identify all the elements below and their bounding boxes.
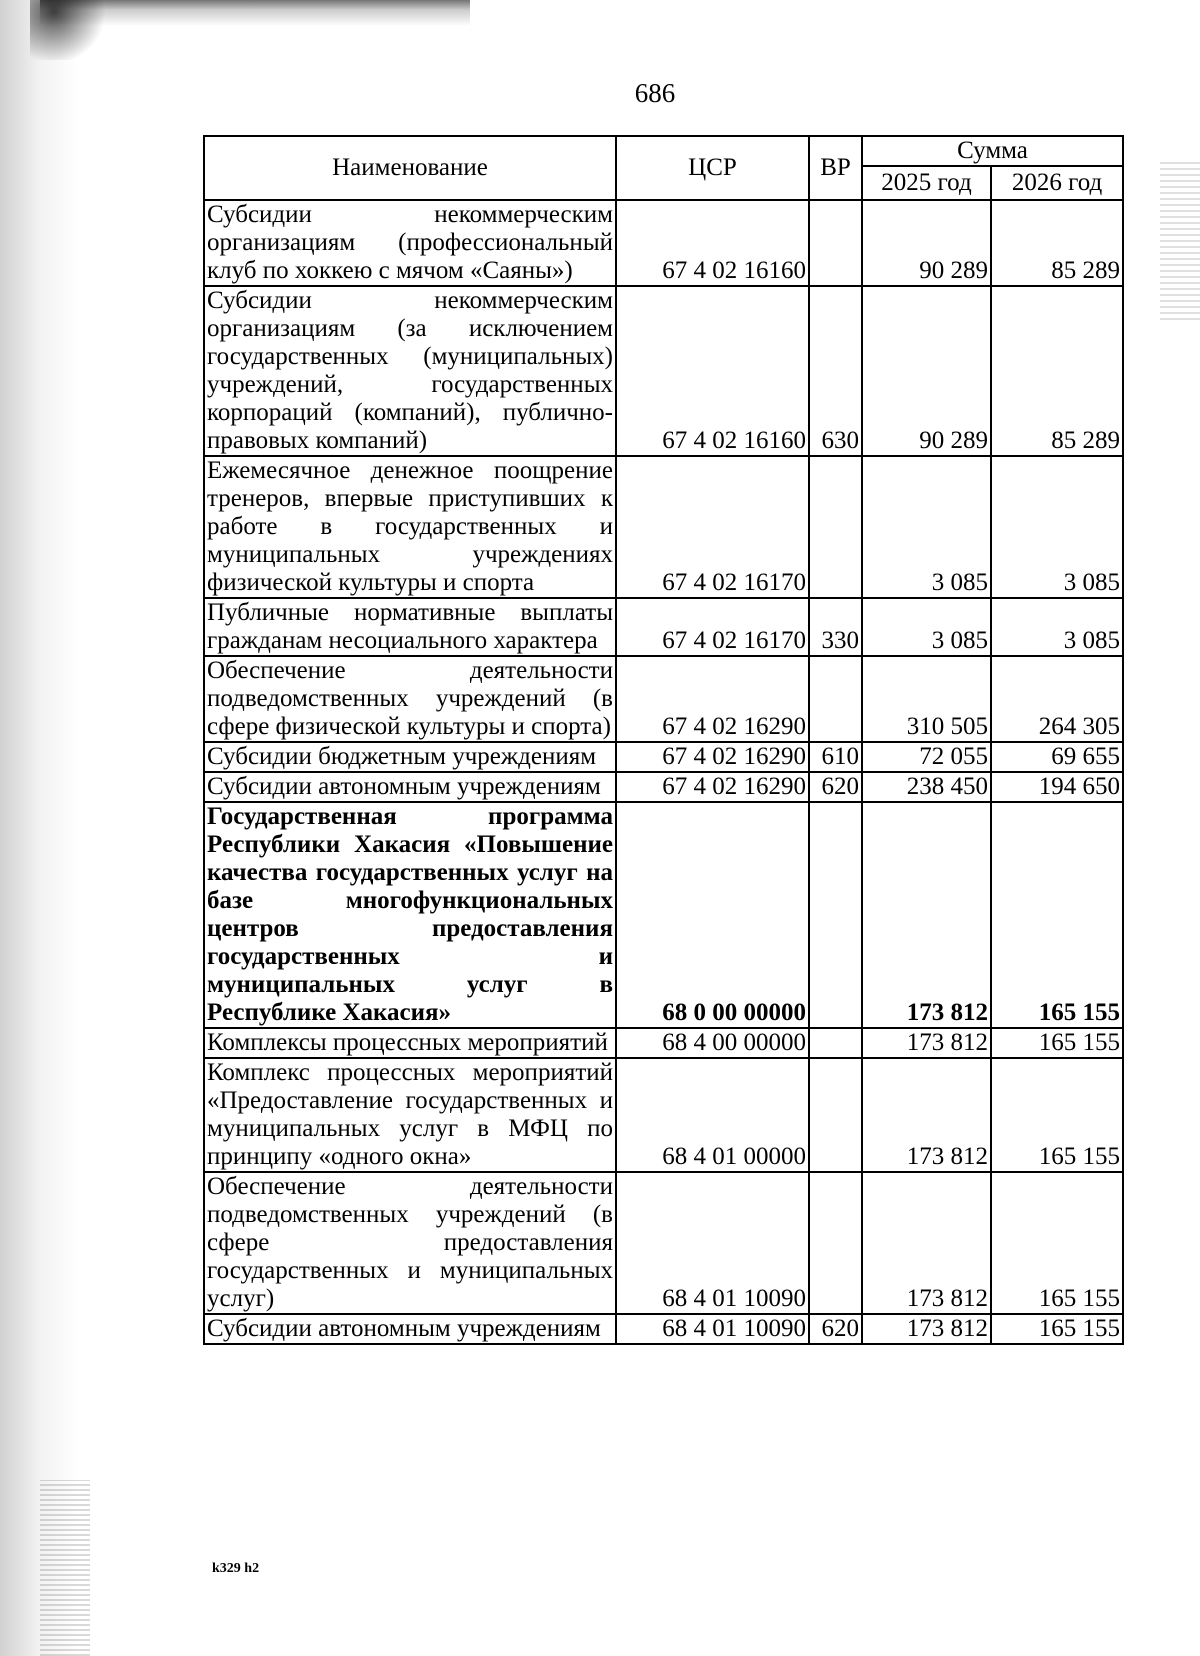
table-row xyxy=(204,742,1123,772)
table-row xyxy=(204,286,1123,456)
row-2026-cell: 85 289 xyxy=(991,286,1123,456)
scan-noise-bottom-left xyxy=(40,1480,90,1656)
row-vr-cell: 610 xyxy=(809,742,862,772)
row-2026-cell: 194 650 xyxy=(991,772,1123,802)
row-2026-cell: 165 155 xyxy=(991,802,1123,1028)
row-csr-cell: 67 4 02 16160 xyxy=(616,286,809,456)
table-body xyxy=(204,200,1123,1344)
table-row xyxy=(204,1028,1123,1058)
page-number: 686 xyxy=(634,78,676,108)
row-2025-cell: 90 289 xyxy=(862,200,991,286)
row-name-cell: Ежемесячное денежное поощрение тренеров, впервые приступивших к работе в государственных и муниципальных учреждениях физической культуры и спорта xyxy=(204,456,616,598)
row-2025-cell: 310 505 xyxy=(862,656,991,742)
row-2025-cell: 3 085 xyxy=(862,598,991,656)
row-2025-cell: 72 055 xyxy=(862,742,991,772)
row-2025-cell: 173 812 xyxy=(862,1028,991,1058)
row-vr-cell xyxy=(809,1172,862,1314)
header-sum: Сумма xyxy=(862,136,1123,166)
row-name-cell: Комплексы процессных мероприятий xyxy=(204,1028,616,1058)
row-vr-cell xyxy=(809,802,862,1028)
row-2026-cell: 165 155 xyxy=(991,1058,1123,1172)
row-name-cell: Государственная программа Республики Хакасия «Повышение качества государственных услуг на базе многофункциональных центров предоставления государственных и муниципальных услуг в Республике Хакасия» xyxy=(204,802,616,1028)
row-csr-cell: 68 4 01 10090 xyxy=(616,1314,809,1344)
row-name-cell: Публичные нормативные выплаты гражданам несоциального характера xyxy=(204,598,616,656)
row-vr-cell xyxy=(809,1058,862,1172)
header-year-2025: 2025 год xyxy=(862,166,991,200)
row-vr-cell: 620 xyxy=(809,772,862,802)
header-name: Наименование xyxy=(204,136,616,200)
row-csr-cell: 68 4 00 00000 xyxy=(616,1028,809,1058)
table-row xyxy=(204,802,1123,1028)
row-csr-cell: 67 4 02 16170 xyxy=(616,456,809,598)
table-row xyxy=(204,656,1123,742)
row-csr-cell: 68 4 01 10090 xyxy=(616,1172,809,1314)
footer-code: k329 h2 xyxy=(212,1561,260,1576)
header-year-2026: 2026 год xyxy=(991,166,1123,200)
row-vr-cell: 630 xyxy=(809,286,862,456)
row-2026-cell: 85 289 xyxy=(991,200,1123,286)
row-2025-cell: 173 812 xyxy=(862,1172,991,1314)
row-vr-cell xyxy=(809,656,862,742)
row-2026-cell: 69 655 xyxy=(991,742,1123,772)
row-name-cell: Субсидии автономным учреждениям xyxy=(204,1314,616,1344)
row-2025-cell: 90 289 xyxy=(862,286,991,456)
row-name-cell: Субсидии автономным учреждениям xyxy=(204,772,616,802)
scan-shadow-corner xyxy=(30,0,110,60)
row-vr-cell xyxy=(809,456,862,598)
row-name-cell: Субсидии некоммерческим организациям (за исключением государственных (муниципальных) учреждений, государственных корпораций (компаний), публично-правовых компаний) xyxy=(204,286,616,456)
row-name-cell: Обеспечение деятельности подведомственных учреждений (в сфере физической культуры и спорта) xyxy=(204,656,616,742)
row-2026-cell: 3 085 xyxy=(991,598,1123,656)
row-vr-cell xyxy=(809,200,862,286)
budget-table xyxy=(203,135,1124,1345)
row-vr-cell: 620 xyxy=(809,1314,862,1344)
table-row xyxy=(204,1314,1123,1344)
row-2026-cell: 264 305 xyxy=(991,656,1123,742)
row-2026-cell: 3 085 xyxy=(991,456,1123,598)
row-vr-cell xyxy=(809,1028,862,1058)
row-csr-cell: 67 4 02 16290 xyxy=(616,772,809,802)
table-row xyxy=(204,200,1123,286)
scan-shadow-left xyxy=(0,0,78,1656)
row-2026-cell: 165 155 xyxy=(991,1172,1123,1314)
row-csr-cell: 68 4 01 00000 xyxy=(616,1058,809,1172)
row-csr-cell: 67 4 02 16170 xyxy=(616,598,809,656)
table-row xyxy=(204,1058,1123,1172)
header-vr: ВР xyxy=(809,136,862,200)
row-csr-cell: 67 4 02 16160 xyxy=(616,200,809,286)
row-2025-cell: 3 085 xyxy=(862,456,991,598)
row-2026-cell: 165 155 xyxy=(991,1028,1123,1058)
header-csr: ЦСР xyxy=(616,136,809,200)
row-csr-cell: 67 4 02 16290 xyxy=(616,742,809,772)
table-row xyxy=(204,456,1123,598)
header-row-1 xyxy=(204,136,1123,166)
row-name-cell: Обеспечение деятельности подведомственных учреждений (в сфере предоставления государственных и муниципальных услуг) xyxy=(204,1172,616,1314)
row-name-cell: Субсидии бюджетным учреждениям xyxy=(204,742,616,772)
row-name-cell: Комплекс процессных мероприятий «Предоставление государственных и муниципальных услуг в МФЦ по принципу «одного окна» xyxy=(204,1058,616,1172)
row-2025-cell: 173 812 xyxy=(862,1314,991,1344)
table-row xyxy=(204,1172,1123,1314)
row-2025-cell: 173 812 xyxy=(862,802,991,1028)
row-csr-cell: 68 0 00 00000 xyxy=(616,802,809,1028)
row-2025-cell: 238 450 xyxy=(862,772,991,802)
table-row xyxy=(204,772,1123,802)
row-2025-cell: 173 812 xyxy=(862,1058,991,1172)
row-name-cell: Субсидии некоммерческим организациям (профессиональный клуб по хоккею с мячом «Саяны») xyxy=(204,200,616,286)
row-2026-cell: 165 155 xyxy=(991,1314,1123,1344)
row-csr-cell: 67 4 02 16290 xyxy=(616,656,809,742)
row-vr-cell: 330 xyxy=(809,598,862,656)
scan-noise-right xyxy=(1160,160,1200,320)
table-row xyxy=(204,598,1123,656)
